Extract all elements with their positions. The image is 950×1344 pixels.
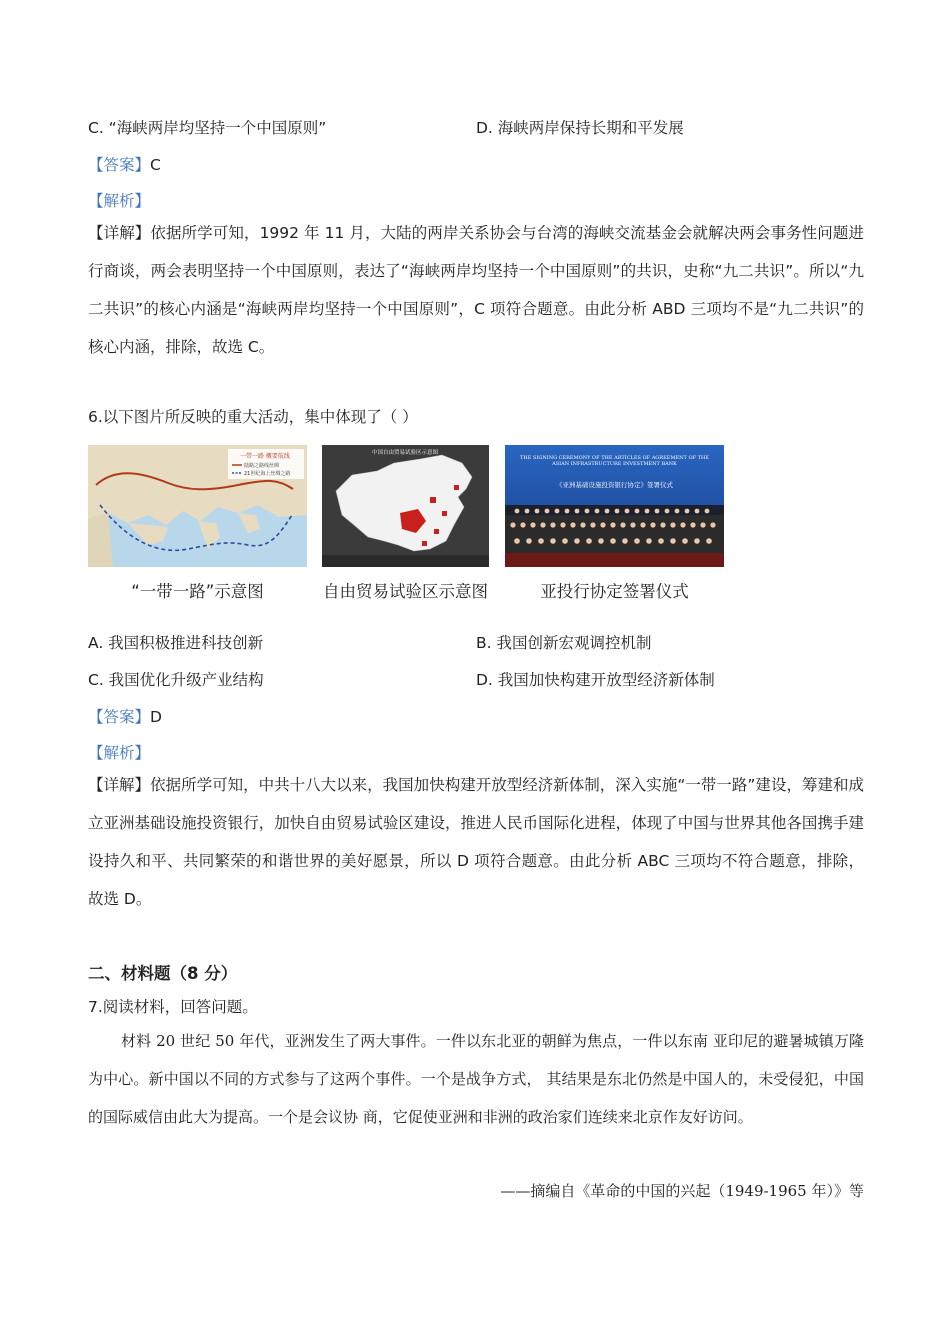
section-heading: 二、材料题（8 分） [88, 964, 238, 983]
answer-tag: 【答案】 [88, 708, 151, 726]
q5-detail [88, 214, 864, 366]
q6-question: 6.以下图片所反映的重大活动，集中体现了（ ） [88, 408, 418, 426]
detail-tag: 【详解】 [88, 776, 151, 794]
q6-option-c: C. 我国优化升级产业结构 [88, 671, 264, 689]
aiib-photo-graphic [505, 445, 724, 567]
material-text: 材料 20 世纪 50 年代，亚洲发生了两大事件。一件以东北亚的朝鲜为焦点，一件以东南 亚印尼的避暑城镇万隆为中心。新中国以不同的方式参与了这两个事件。一个是战争方式， 其结果是东北仍然是中国人的，未受侵犯，中国的国际威信由此大为提高。一个是会议协 商，它促使亚洲和非洲的政治家们连续来北京作友好访问。 [88, 1032, 864, 1126]
q6-option-b: B. 我国创新宏观调控机制 [476, 634, 652, 652]
aiib-banner-english: THE SIGNING CEREMONY OF THE ARTICLES OF AGREEMENT OF THE ASIAN INFRASTRUCTURE INVESTMENT BANK [520, 455, 709, 467]
q5-analysis-tag: 【解析】 [88, 192, 151, 210]
q6-answer [88, 705, 162, 727]
answer-value: D [150, 708, 162, 726]
detail-text: 依据所学可知，中共十八大以来，我国加快构建开放型经济新体制，深入实施“一带一路”建设，筹建和成立亚洲基础设施投资银行，加快自由贸易试验区建设，推进人民币国际化进程，体现了中国与世界其他各国携手建设持久和平、共同繁荣的和谐世界的美好愿景，所以 D 项符合题意。由此分析 ABC 三项均不符合题意，排除，故选 D。 [88, 776, 864, 908]
map-inner-title: 一带一路 概要航线 [240, 453, 290, 460]
detail-text: 依据所学可知，1992 年 11 月，大陆的两岸关系协会与台湾的海峡交流基金会就解决两会事务性问题进行商谈，两会表明坚持一个中国原则，表达了“海峡两岸均坚持一个中国原则”的共识，史称“九二共识”。所以“九二共识”的核心内涵是“海峡两岸均坚持一个中国原则”，C 项符合题意。由此分析 ABD 三项均不是“九二共识”的核心内涵，排除，故选 C。 [88, 224, 864, 356]
q5-answer [88, 153, 161, 175]
free-trade-map-graphic [322, 445, 489, 567]
map-legend-sea: 21世纪海上丝绸之路 [244, 471, 291, 477]
q6-option-d: D. 我国加快构建开放型经济新体制 [476, 671, 715, 689]
q7-prompt: 7.阅读材料，回答问题。 [88, 998, 258, 1016]
q5-option-d: D. 海峡两岸保持长期和平发展 [476, 119, 684, 137]
belt-road-map-image [88, 445, 307, 567]
q6-detail [88, 766, 864, 918]
detail-tag: 【详解】 [88, 224, 151, 242]
answer-tag: 【答案】 [88, 156, 151, 174]
image-caption-free-trade: 自由贸易试验区示意图 [323, 582, 488, 601]
image-caption-belt-road: “一带一路”示意图 [131, 582, 264, 601]
free-trade-zone-image [322, 445, 489, 567]
belt-road-map-graphic [88, 445, 307, 567]
aiib-ceremony-image [505, 445, 724, 567]
aiib-banner-chinese: 《亚洲基础设施投资银行协定》签署仪式 [556, 481, 673, 489]
q6-analysis-tag: 【解析】 [88, 744, 151, 762]
map-legend-land: 陆路之路线丝绸 [244, 463, 280, 469]
image-caption-aiib: 亚投行协定签署仪式 [540, 582, 689, 601]
answer-value: C [150, 156, 161, 174]
ftz-inner-title: 中国自由贸易试验区示意图 [371, 450, 439, 456]
material-source: ——摘编自《革命的中国的兴起（1949-1965 年）》等 [500, 1182, 864, 1200]
q6-option-a: A. 我国积极推进科技创新 [88, 634, 264, 652]
q5-option-c: C. “海峡两岸均坚持一个中国原则” [88, 119, 327, 137]
